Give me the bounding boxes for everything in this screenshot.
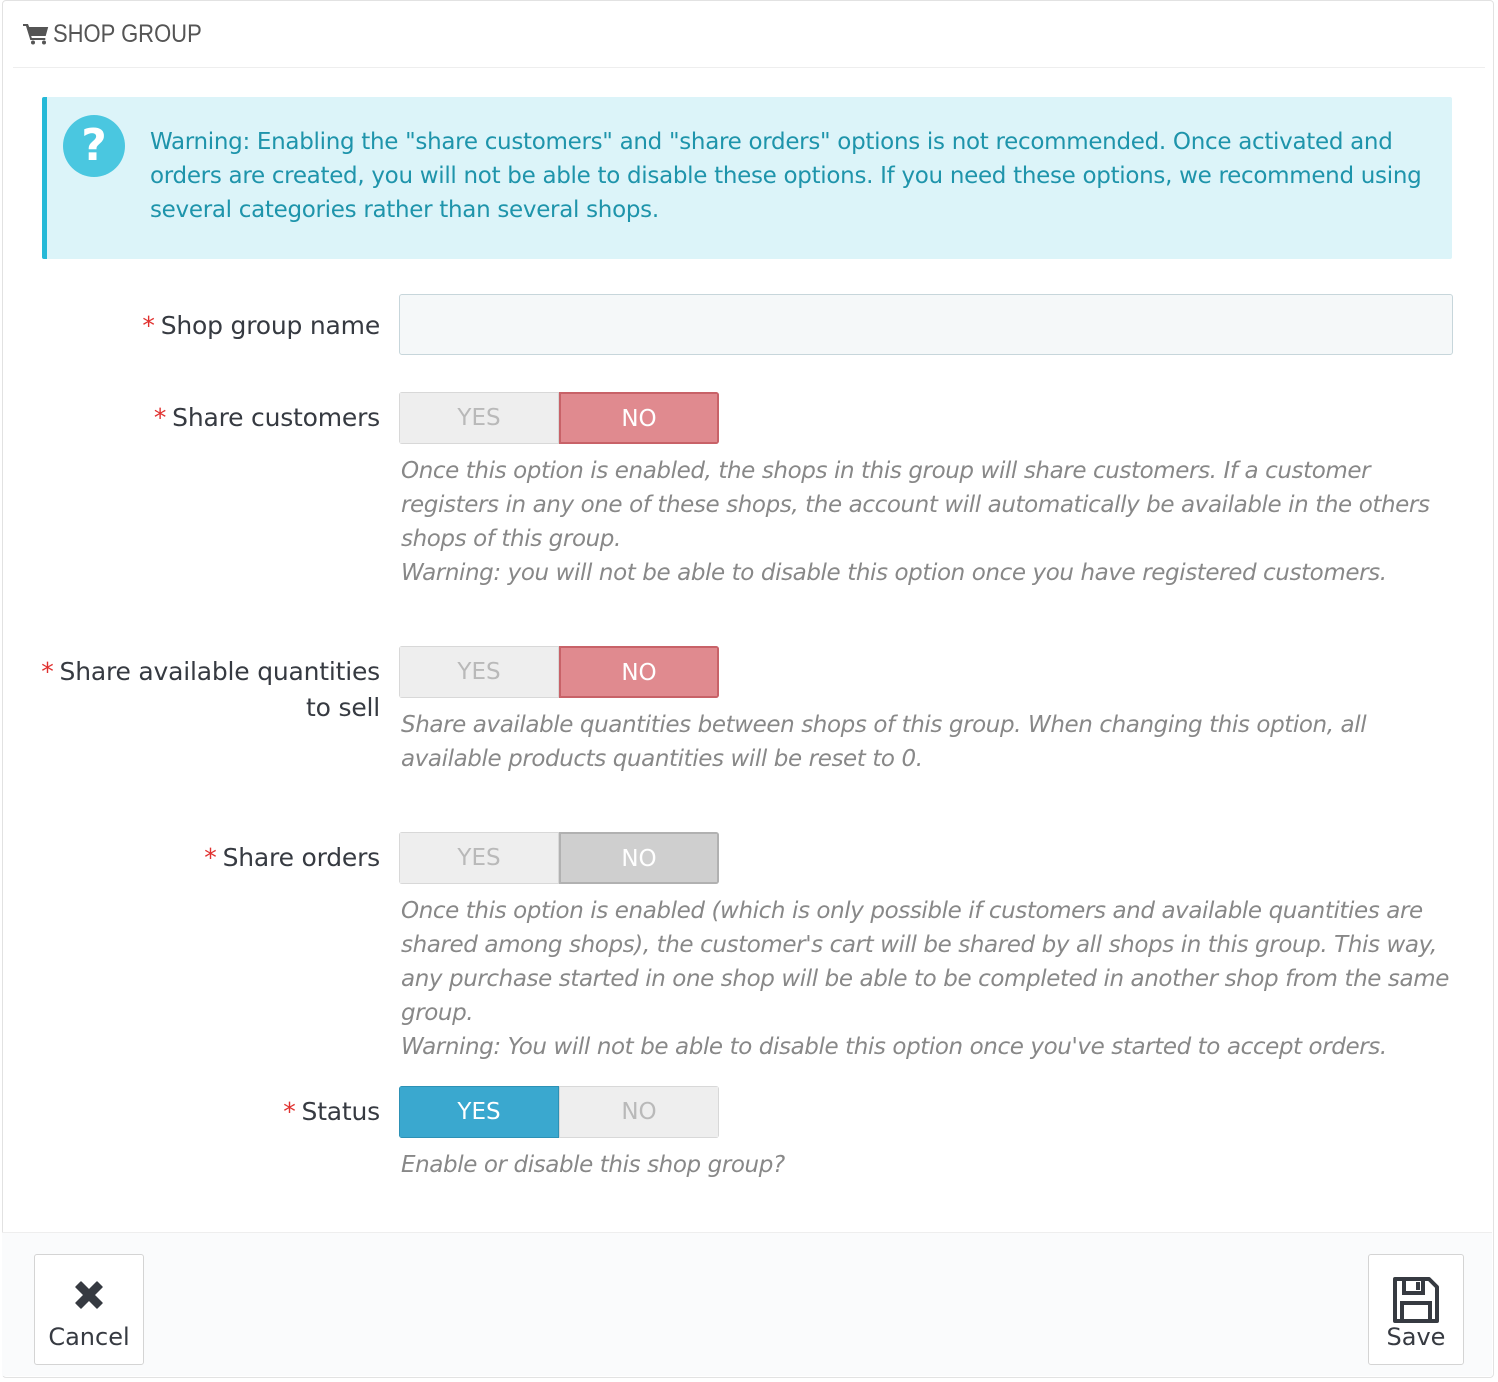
close-icon	[69, 1275, 109, 1315]
shop-group-name-label: * Shop group name	[142, 311, 380, 340]
required-mark: *	[153, 403, 167, 432]
question-icon: ?	[63, 115, 125, 177]
share-customers-no[interactable]: NO	[559, 392, 719, 444]
share-customers-help: Once this option is enabled, the shops in this group will share customers. If a customer registers in any one of these shops, the account will automatically be available in the others shops of this group. Warning: you will not be able to disable this option once you have registered customers.	[401, 458, 1430, 586]
status-switch[interactable]	[399, 1086, 719, 1138]
warning-alert	[42, 97, 1452, 259]
share-customers-switch[interactable]	[399, 392, 719, 444]
share-stock-no[interactable]: NO	[559, 646, 719, 698]
status-yes[interactable]: YES	[399, 1086, 559, 1138]
cancel-button[interactable]	[34, 1254, 144, 1365]
share-orders-yes[interactable]: YES	[399, 832, 559, 884]
required-mark: *	[142, 311, 155, 340]
share-stock-label: * Share available quantities to sell	[41, 657, 380, 722]
cancel-label: Cancel	[48, 1323, 130, 1351]
panel-footer	[2, 1232, 1492, 1376]
save-button[interactable]	[1368, 1254, 1464, 1365]
panel-heading	[13, 1, 1485, 68]
share-orders-no[interactable]: NO	[559, 832, 719, 884]
required-mark: *	[41, 657, 54, 686]
panel-title: SHOP GROUP	[53, 19, 202, 48]
status-help: Enable or disable this shop group?	[401, 1152, 785, 1178]
status-label: * Status	[283, 1097, 380, 1126]
cart-icon	[23, 23, 49, 45]
shop-group-name-input[interactable]	[399, 294, 1453, 355]
share-customers-yes[interactable]: YES	[399, 392, 559, 444]
save-label: Save	[1386, 1323, 1446, 1351]
share-stock-switch[interactable]	[399, 646, 719, 698]
save-icon	[1391, 1275, 1441, 1325]
required-mark: *	[204, 843, 217, 872]
required-mark: *	[283, 1097, 296, 1126]
warning-alert-text: Warning: Enabling the "share customers" and "share orders" options is not recommended. Once activated and orders are created, you will not be able to disable these options. If you need these options, we recommend using several categories rather than several shops.	[150, 129, 1422, 223]
share-stock-yes[interactable]: YES	[399, 646, 559, 698]
share-orders-label: * Share orders	[204, 843, 380, 872]
share-stock-help: Share available quantities between shops of this group. When changing this option, all available products quantities will be reset to 0.	[401, 712, 1367, 772]
share-customers-label: * Share customers	[153, 403, 380, 432]
status-no[interactable]: NO	[559, 1086, 719, 1138]
share-orders-help: Once this option is enabled (which is only possible if customers and available quantities are shared among shops), the customer's cart will be shared by all shops in this group. This way, any purchase started in one shop will be able to be completed in another shop from the same group. Warning: You will not be able to disable this option once you've started to accept orders.	[401, 898, 1449, 1060]
share-orders-switch[interactable]	[399, 832, 719, 884]
